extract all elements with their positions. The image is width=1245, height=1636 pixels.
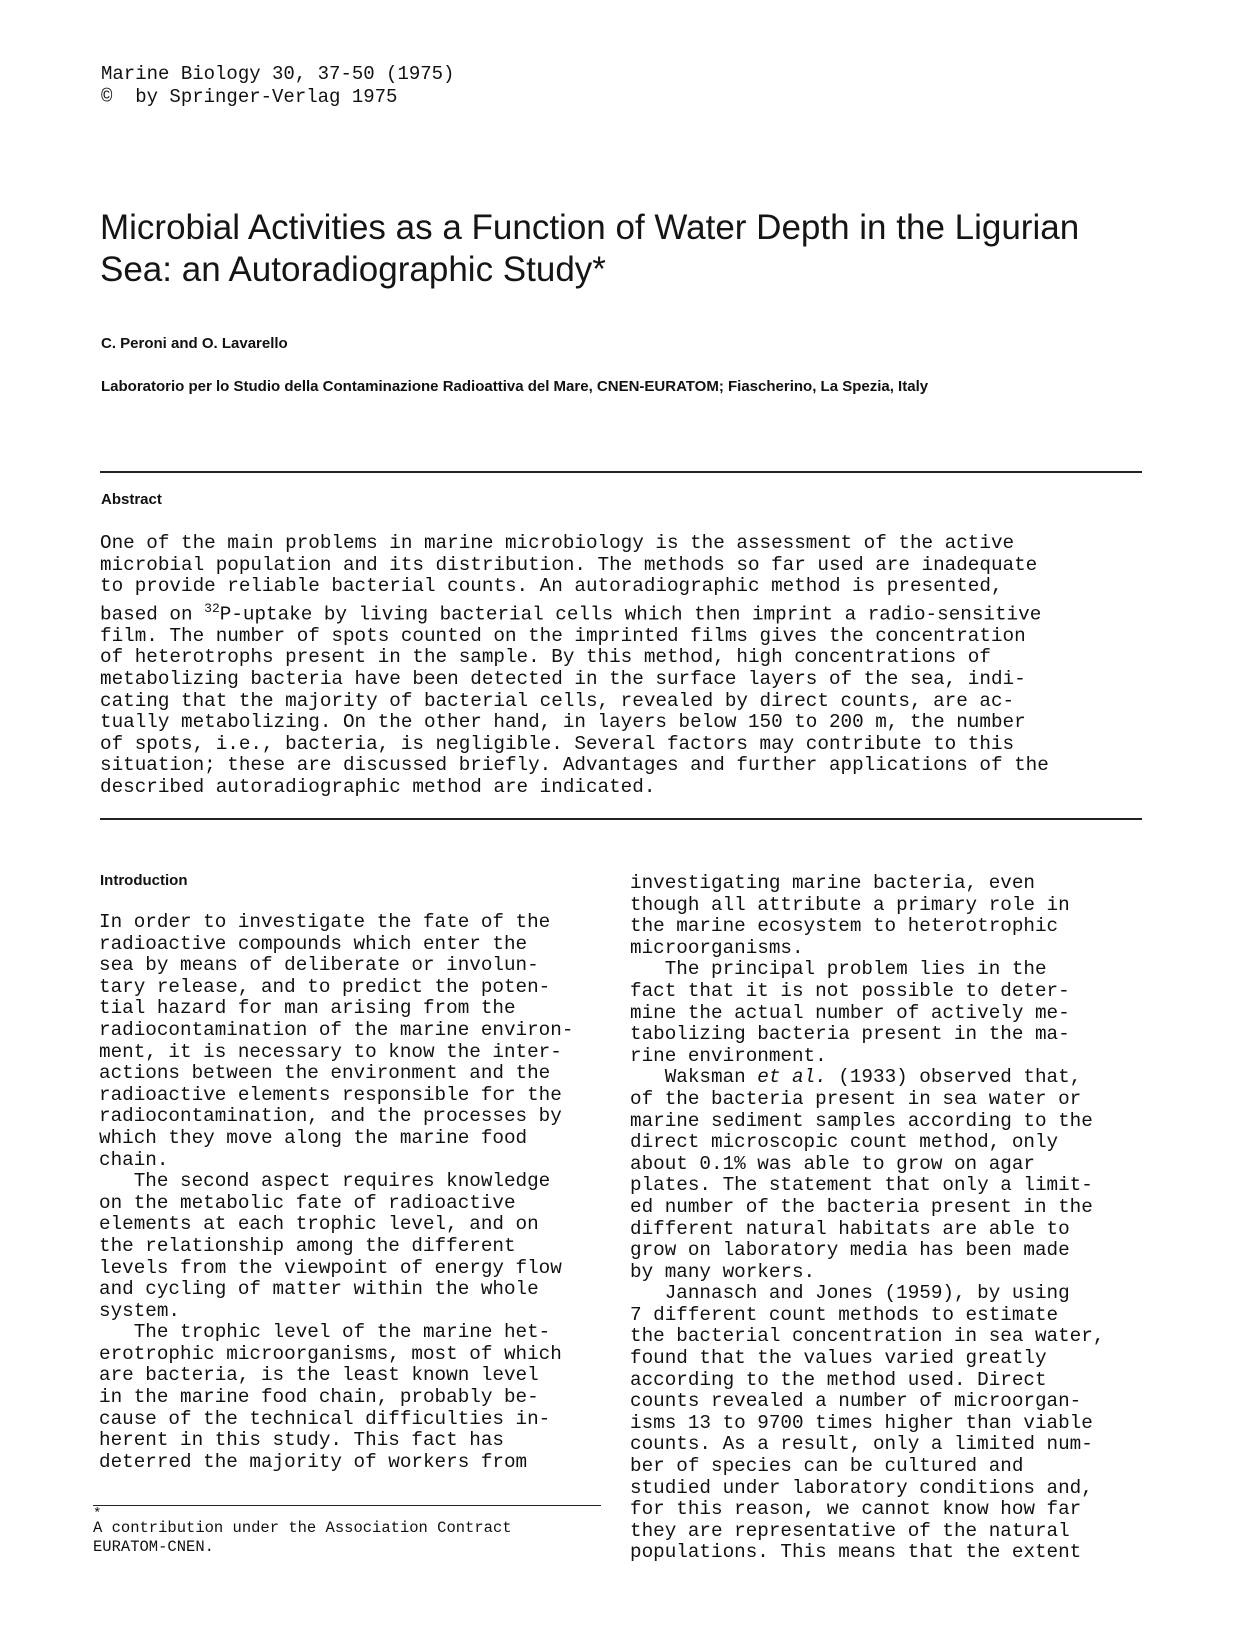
right-column	[630, 873, 1170, 1564]
text-line: sea by means of deliberate or involun-	[99, 954, 539, 977]
text-line: tabolizing bacteria present in the ma-	[630, 1023, 1070, 1046]
text-line: actions between the environment and the	[99, 1062, 551, 1085]
text-line: which they move along the marine food	[99, 1126, 528, 1149]
text-line: system.	[99, 1299, 180, 1322]
left-column	[99, 912, 619, 1473]
abstract-line: metabolizing bacteria have been detected in the surface layers of the sea, indi-	[100, 667, 1026, 690]
authors: C. Peroni and O. Lavarello	[101, 335, 288, 352]
footnote-line: EURATOM-CNEN.	[93, 1538, 214, 1556]
text-line: herent in this study. This fact has	[99, 1429, 504, 1452]
text-line: 7 different count methods to estimate	[630, 1303, 1059, 1326]
abstract-body	[100, 533, 1160, 799]
abstract-heading: Abstract	[101, 491, 162, 508]
text-line: microorganisms.	[630, 936, 804, 959]
text-line: tial hazard for man arising from the	[99, 997, 516, 1020]
text-line: the marine ecosystem to heterotrophic	[630, 915, 1059, 938]
text-run: P-uptake by living bacterial cells which then imprint a radio-sensitive	[219, 603, 1042, 626]
text-line: elements at each trophic level, and on	[99, 1213, 539, 1236]
text-line: erotrophic microorganisms, most of which	[99, 1342, 562, 1365]
text-line: radiocontamination of the marine environ-	[99, 1018, 574, 1041]
text-line: are bacteria, is the least known level	[99, 1364, 539, 1387]
text-line: isms 13 to 9700 times higher than viable	[630, 1411, 1093, 1434]
text-line: on the metabolic fate of radioactive	[99, 1191, 516, 1214]
text-line: In order to investigate the fate of the	[99, 911, 551, 933]
text-line: plates. The statement that only a limit-	[630, 1174, 1093, 1197]
text-line: populations. This means that the extent	[630, 1541, 1082, 1564]
text-line: deterred the majority of workers from	[99, 1450, 528, 1473]
text-line: mine the actual number of actively me-	[630, 1001, 1070, 1024]
abstract-line	[100, 598, 1160, 626]
divider-bottom	[100, 818, 1142, 820]
text-line: by many workers.	[630, 1260, 816, 1283]
text-line	[630, 1067, 1170, 1089]
text-line: different natural habitats are able to	[630, 1217, 1070, 1240]
text-line: rine environment.	[630, 1044, 827, 1067]
italic-run: et al.	[757, 1066, 827, 1089]
footnote-line: A contribution under the Association Contract	[93, 1519, 512, 1537]
abstract-line: cating that the majority of bacterial cells, revealed by direct counts, are ac-	[100, 689, 1015, 712]
text-line: the relationship among the different	[99, 1234, 516, 1257]
abstract-line: to provide reliable bacterial counts. An autoradiographic method is presented,	[100, 575, 1003, 598]
text-line: levels from the viewpoint of energy flow	[99, 1256, 562, 1279]
abstract-line: tually metabolizing. On the other hand, in layers below 150 to 200 m, the number	[100, 711, 1026, 734]
text-line: tary release, and to predict the poten-	[99, 975, 551, 998]
text-line: radiocontamination, and the processes by	[99, 1105, 562, 1128]
text-line: marine sediment samples according to the	[630, 1109, 1093, 1132]
text-line: cause of the technical difficulties in-	[99, 1407, 551, 1430]
footnote-divider	[93, 1505, 601, 1506]
abstract-line: of heterotrophs present in the sample. By this method, high concentrations of	[100, 646, 991, 669]
text-line: The principal problem lies in the	[630, 958, 1047, 981]
divider-top	[100, 471, 1142, 473]
text-line: radioactive compounds which enter the	[99, 932, 528, 955]
footnote-marker: *	[93, 1506, 102, 1522]
text-line: radioactive elements responsible for the	[99, 1083, 562, 1106]
abstract-line: One of the main problems in marine microbiology is the assessment of the active	[100, 532, 1015, 554]
text-line: though all attribute a primary role in	[630, 893, 1070, 916]
text-line: ed number of the bacteria present in the	[630, 1195, 1093, 1218]
text-line: grow on laboratory media has been made	[630, 1239, 1070, 1262]
text-line: counts revealed a number of microorgan-	[630, 1390, 1082, 1413]
text-line: about 0.1% was able to grow on agar	[630, 1152, 1035, 1175]
abstract-line: situation; these are discussed briefly. Advantages and further applications of the	[100, 754, 1049, 777]
text-line: for this reason, we cannot know how far	[630, 1498, 1082, 1521]
footnote	[93, 1506, 512, 1557]
introduction-heading: Introduction	[100, 872, 188, 889]
text-run: Waksman	[630, 1066, 758, 1089]
text-line: they are representative of the natural	[630, 1519, 1070, 1542]
text-line: Jannasch and Jones (1959), by using	[630, 1282, 1070, 1305]
text-line: of the bacteria present in sea water or	[630, 1087, 1082, 1110]
abstract-line: microbial population and its distribution. The methods so far used are inadequate	[100, 553, 1038, 576]
text-line: The trophic level of the marine het-	[99, 1321, 551, 1344]
text-line: chain.	[99, 1148, 169, 1171]
text-line: found that the values varied greatly	[630, 1347, 1047, 1370]
text-line: ber of species can be cultured and	[630, 1455, 1024, 1478]
abstract-line: described autoradiographic method are indicated.	[100, 775, 656, 798]
isotope-superscript: 32	[204, 600, 220, 616]
abstract-line: of spots, i.e., bacteria, is negligible. Several factors may contribute to this	[100, 732, 1015, 755]
citation-line: Marine Biology 30, 37-50 (1975)	[101, 63, 455, 85]
text-run: (1933) observed that,	[826, 1066, 1082, 1089]
text-line: fact that it is not possible to deter-	[630, 979, 1070, 1002]
text-line: The second aspect requires knowledge	[99, 1170, 551, 1193]
text-line: counts. As a result, only a limited num-	[630, 1433, 1093, 1456]
abstract-line: film. The number of spots counted on the imprinted films gives the concentration	[100, 624, 1026, 647]
text-line: investigating marine bacteria, even	[630, 872, 1035, 894]
journal-citation	[101, 63, 454, 109]
text-run: based on	[100, 603, 205, 626]
text-line: studied under laboratory conditions and,	[630, 1476, 1093, 1499]
text-line: direct microscopic count method, only	[630, 1131, 1059, 1154]
affiliation: Laboratorio per lo Studio della Contaminazione Radioattiva del Mare, CNEN-EURATOM; Fiascherino, La Spezia, Italy	[101, 378, 929, 395]
text-line: and cycling of matter within the whole	[99, 1278, 539, 1301]
paper-title: Microbial Activities as a Function of Water Depth in the Ligurian Sea: an Autoradiographic Study*	[100, 208, 1080, 289]
text-line: according to the method used. Direct	[630, 1368, 1047, 1391]
text-line: the bacterial concentration in sea water,	[630, 1325, 1105, 1348]
text-line: ment, it is necessary to know the inter-	[99, 1040, 562, 1063]
text-line: in the marine food chain, probably be-	[99, 1386, 539, 1409]
copyright-line: © by Springer-Verlag 1975	[101, 86, 398, 108]
